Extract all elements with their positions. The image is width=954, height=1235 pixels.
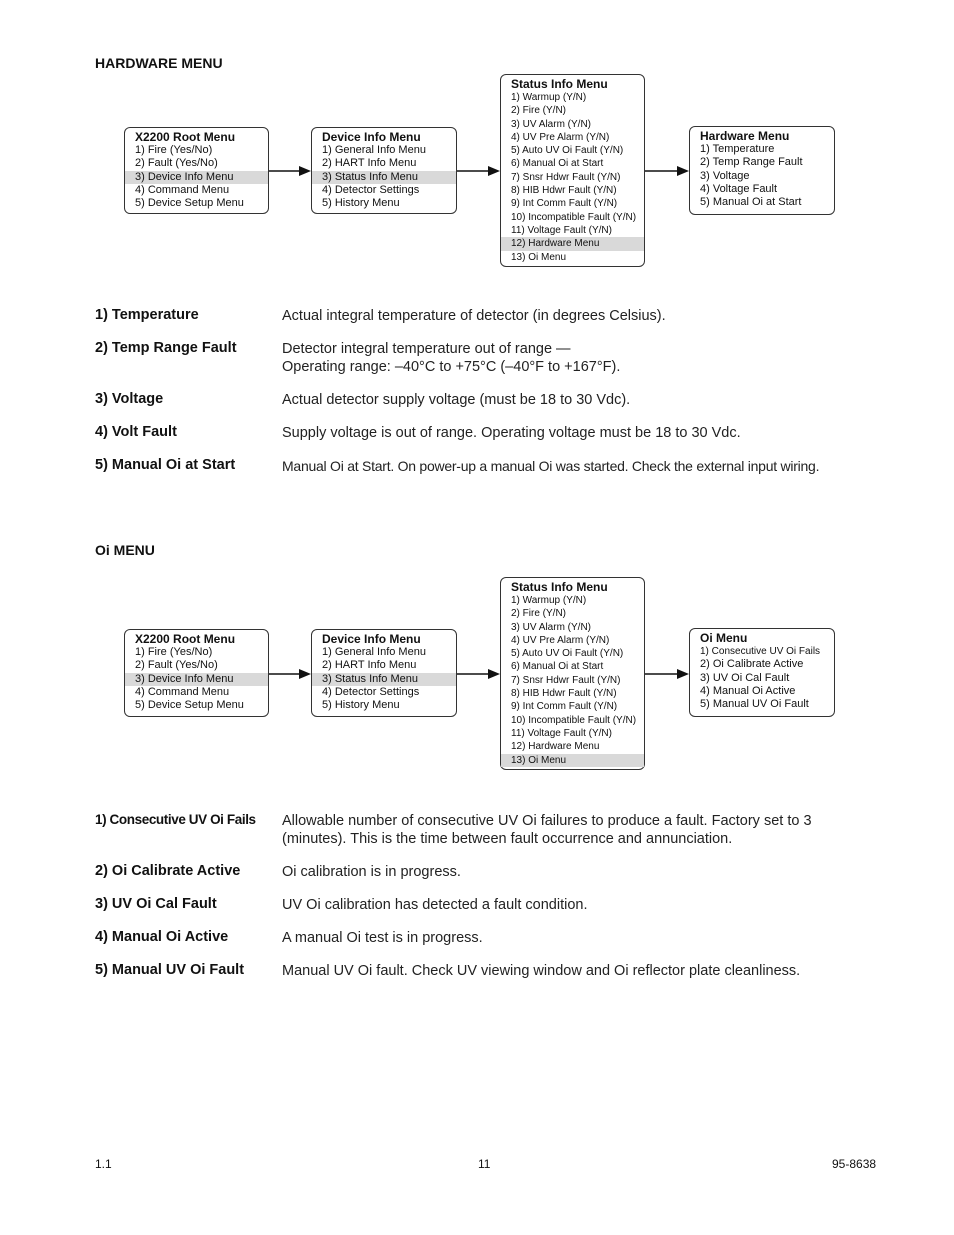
hw-arrow-1	[269, 164, 311, 178]
oi-menu-heading: Oi MENU	[95, 542, 155, 558]
hw-def-term: 1) Temperature	[95, 307, 199, 323]
hw-status-menu-item: 2) Fire (Y/N)	[511, 105, 566, 117]
hw-def-term: 2) Temp Range Fault	[95, 340, 237, 356]
oi-target-menu-item: 5) Manual UV Oi Fault	[700, 698, 809, 711]
oi-device-menu-item: 5) History Menu	[322, 699, 400, 712]
hw-device-menu-item: 5) History Menu	[322, 197, 400, 210]
oi-target-menu-item: 4) Manual Oi Active	[700, 684, 796, 697]
hw-status-menu-title: Status Info Menu	[511, 77, 608, 91]
oi-root-menu-box	[124, 629, 269, 717]
hw-status-menu-item: 1) Warmup (Y/N)	[511, 92, 587, 103]
oi-def-term: 4) Manual Oi Active	[95, 929, 229, 945]
hw-device-menu-box	[311, 127, 457, 214]
hw-def-text: Actual detector supply voltage (must be 18 to 30 Vdc).	[282, 392, 631, 408]
oi-status-menu-item: 2) Fire (Y/N)	[511, 608, 566, 620]
oi-device-menu-box	[311, 629, 457, 717]
hw-status-menu-item: 13) Oi Menu	[511, 251, 567, 263]
oi-status-menu-box	[500, 577, 645, 770]
hw-target-menu-title: Hardware Menu	[700, 129, 790, 143]
oi-def-term: 2) Oi Calibrate Active	[95, 863, 241, 879]
oi-arrow-3	[645, 667, 689, 681]
oi-target-menu-box	[689, 628, 835, 717]
oi-status-menu-item: 8) HIB Hdwr Fault (Y/N)	[511, 688, 617, 700]
oi-def-text: UV Oi calibration has detected a fault condition.	[282, 897, 588, 913]
hw-target-menu-item: 1) Temperature	[700, 143, 775, 155]
hw-device-menu-title: Device Info Menu	[322, 130, 421, 144]
footer-revision: 1.1	[95, 1157, 112, 1171]
oi-device-menu-item: 2) HART Info Menu	[322, 659, 417, 672]
hw-target-menu-item: 4) Voltage Fault	[700, 182, 778, 195]
oi-def-text: Oi calibration is in progress.	[282, 864, 461, 880]
oi-arrow-1	[269, 667, 311, 681]
oi-target-menu-item: 1) Consecutive UV Oi Fails	[700, 646, 821, 657]
hw-status-menu-item: 6) Manual Oi at Start	[511, 158, 604, 170]
oi-def-text: Allowable number of consecutive UV Oi failures to produce a fault. Factory set to 3 (minutes). This is the time between fault occurrence and annunciation.	[282, 813, 812, 847]
hw-target-menu-item: 2) Temp Range Fault	[700, 156, 803, 169]
hw-target-menu-box	[689, 126, 835, 215]
hw-device-menu-item-highlighted: 3) Status Info Menu	[312, 171, 456, 184]
hw-root-menu-item: 1) Fire (Yes/No)	[135, 144, 213, 156]
hw-device-menu-item: 2) HART Info Menu	[322, 157, 417, 170]
oi-target-menu-title: Oi Menu	[700, 631, 748, 645]
oi-def-term: 3) UV Oi Cal Fault	[95, 896, 217, 912]
oi-root-menu-item-highlighted: 3) Device Info Menu	[125, 673, 268, 686]
hw-status-menu-item: 10) Incompatible Fault (Y/N)	[511, 211, 637, 223]
hw-root-menu-item-highlighted: 3) Device Info Menu	[125, 171, 268, 184]
oi-device-menu-item: 4) Detector Settings	[322, 685, 420, 698]
oi-status-menu-item: 12) Hardware Menu	[511, 741, 600, 753]
hw-def-text: Detector integral temperature out of range — Operating range: –40°C to +75°C (–40°F to +167°F).	[282, 341, 621, 375]
oi-def-text: A manual Oi test is in progress.	[282, 930, 483, 946]
hw-device-menu-item: 1) General Info Menu	[322, 144, 426, 156]
hw-status-menu-item: 11) Voltage Fault (Y/N)	[511, 224, 612, 236]
oi-root-menu-title: X2200 Root Menu	[135, 632, 236, 646]
hw-status-menu-item: 8) HIB Hdwr Fault (Y/N)	[511, 185, 617, 197]
oi-status-menu-item: 7) Snsr Hdwr Fault (Y/N)	[511, 674, 621, 686]
oi-root-menu-item: 2) Fault (Yes/No)	[135, 659, 218, 672]
hw-def-text: Supply voltage is out of range. Operating voltage must be 18 to 30 Vdc.	[282, 425, 741, 441]
oi-arrow-2	[457, 667, 500, 681]
oi-status-menu-title: Status Info Menu	[511, 580, 608, 594]
hw-def-text: Actual integral temperature of detector (in degrees Celsius).	[282, 308, 666, 324]
hw-status-menu-item: 3) UV Alarm (Y/N)	[511, 118, 592, 130]
oi-device-menu-title: Device Info Menu	[322, 632, 421, 646]
oi-target-menu-item: 2) Oi Calibrate Active	[700, 658, 804, 671]
oi-root-menu-item: 5) Device Setup Menu	[135, 699, 244, 712]
hw-status-menu-item: 7) Snsr Hdwr Fault (Y/N)	[511, 171, 621, 183]
oi-status-menu-item: 3) UV Alarm (Y/N)	[511, 621, 592, 633]
hw-status-menu-item: 9) Int Comm Fault (Y/N)	[511, 198, 618, 210]
hw-status-menu-item: 5) Auto UV Oi Fault (Y/N)	[511, 145, 624, 157]
oi-device-menu-item-highlighted: 3) Status Info Menu	[312, 673, 456, 686]
footer-page-number: 11	[478, 1157, 491, 1171]
hw-device-menu-item: 4) Detector Settings	[322, 183, 420, 196]
hw-def-term: 4) Volt Fault	[95, 424, 177, 440]
oi-status-menu-item: 4) UV Pre Alarm (Y/N)	[511, 634, 610, 646]
hw-target-menu-item: 5) Manual Oi at Start	[700, 196, 802, 209]
hw-def-text: Manual Oi at Start. On power-up a manual Oi was started. Check the external input wiring.	[282, 458, 820, 474]
hw-def-term: 3) Voltage	[95, 391, 164, 407]
oi-target-menu-item: 3) UV Oi Cal Fault	[700, 671, 790, 684]
hw-status-menu-item: 4) UV Pre Alarm (Y/N)	[511, 131, 610, 143]
oi-status-menu-item-highlighted: 13) Oi Menu	[501, 754, 644, 767]
hw-arrow-3	[645, 164, 689, 178]
hw-root-menu-item: 5) Device Setup Menu	[135, 197, 244, 210]
oi-device-menu-item: 1) General Info Menu	[322, 646, 426, 658]
hw-status-menu-box	[500, 74, 645, 267]
hardware-menu-heading: HARDWARE MENU	[95, 55, 223, 71]
hw-status-menu-item-highlighted: 12) Hardware Menu	[501, 237, 644, 250]
hw-def-term: 5) Manual Oi at Start	[95, 457, 236, 473]
oi-def-term: 1) Consecutive UV Oi Fails	[95, 812, 256, 827]
hw-root-menu-title: X2200 Root Menu	[135, 130, 236, 144]
oi-status-menu-item: 5) Auto UV Oi Fault (Y/N)	[511, 648, 624, 660]
hw-target-menu-item: 3) Voltage	[700, 169, 750, 182]
oi-status-menu-item: 10) Incompatible Fault (Y/N)	[511, 714, 637, 726]
oi-root-menu-item: 4) Command Menu	[135, 685, 230, 698]
hw-root-menu-item: 2) Fault (Yes/No)	[135, 157, 218, 170]
oi-def-term: 5) Manual UV Oi Fault	[95, 962, 245, 978]
hw-root-menu-item: 4) Command Menu	[135, 183, 230, 196]
oi-status-menu-item: 11) Voltage Fault (Y/N)	[511, 727, 612, 739]
hw-arrow-2	[457, 164, 500, 178]
hw-root-menu-box	[124, 127, 269, 214]
oi-root-menu-item: 1) Fire (Yes/No)	[135, 646, 213, 658]
oi-def-text: Manual UV Oi fault. Check UV viewing window and Oi reflector plate cleanliness.	[282, 963, 801, 979]
footer-document-number: 95-8638	[832, 1157, 877, 1171]
oi-status-menu-item: 6) Manual Oi at Start	[511, 661, 604, 673]
oi-status-menu-item: 9) Int Comm Fault (Y/N)	[511, 701, 618, 713]
oi-status-menu-item: 1) Warmup (Y/N)	[511, 595, 587, 606]
